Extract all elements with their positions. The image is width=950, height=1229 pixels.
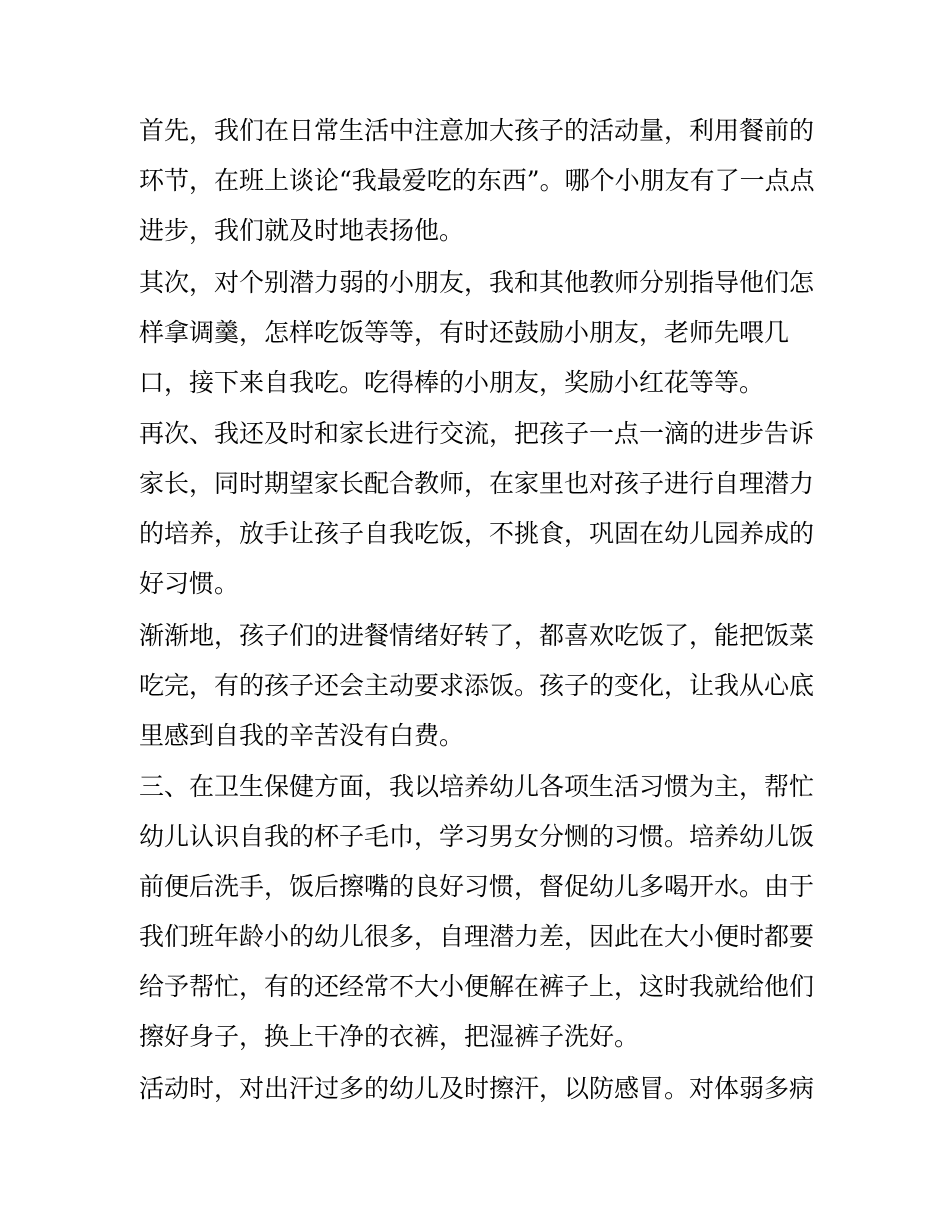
text-line: 其次，对个别潜力弱的小朋友，我和其他教师分别指导他们怎 [139,267,815,297]
paragraph-1 [139,106,819,256]
document-body [139,106,819,1115]
paragraph-4 [139,611,819,761]
paragraph-6 [139,1064,819,1114]
paragraph-5 [139,762,819,1062]
text-line: 的培养，放手让孩子自我吃饭，不挑食，巩固在幼儿园养成的 [139,519,815,548]
text-line: 我们班年龄小的幼儿很多，自理潜力差，因此在大小便时都要 [139,922,815,951]
text-line: 家长，同时期望家长配合教师，在家里也对孩子进行自理潜力 [139,469,815,498]
text-line: 擦好身子，换上干净的衣裤，把湿裤子洗好。 [139,1022,640,1051]
text-line: 口，接下来自我吃。吃得棒的小朋友，奖励小红花等等。 [139,367,765,397]
text-line: 好习惯。 [139,569,240,598]
text-line: 前便后洗手，饭后擦嘴的良好习惯，督促幼儿多喝开水。由于 [139,872,815,901]
text-line: 活动时，对出汗过多的幼儿及时擦汗，以防感冒。对体弱多病 [139,1073,815,1103]
text-line: 吃完，有的孩子还会主动要求添饭。孩子的变化，让我从心底 [139,670,815,700]
paragraph-3 [139,409,819,609]
text-line: 首先，我们在日常生活中注意加大孩子的活动量，利用餐前的 [139,116,815,145]
text-line: 里感到自我的辛苦没有白费。 [139,720,465,750]
text-line: 进步，我们就及时地表扬他。 [139,216,465,245]
text-line: 幼儿认识自我的杯子毛巾，学习男女分恻的习惯。培养幼儿饭 [139,822,815,851]
text-line: 给予帮忙，有的还经常不大小便解在裤子上，这时我就给他们 [139,972,815,1001]
text-line: 渐渐地，孩子们的进餐情绪好转了，都喜欢吃饭了，能把饭菜 [139,620,815,650]
text-line: 样拿调羹，怎样吃饭等等，有时还鼓励小朋友，老师先喂几 [139,317,790,347]
text-line: 环节，在班上谈论“我最爱吃的东西”。哪个小朋友有了一点点 [139,166,815,195]
text-line: 三、在卫生保健方面，我以培养幼儿各项生活习惯为主，帮忙 [139,772,815,801]
text-line: 再次、我还及时和家长进行交流，把孩子一点一滴的进步告诉 [139,419,815,448]
paragraph-2 [139,258,819,408]
